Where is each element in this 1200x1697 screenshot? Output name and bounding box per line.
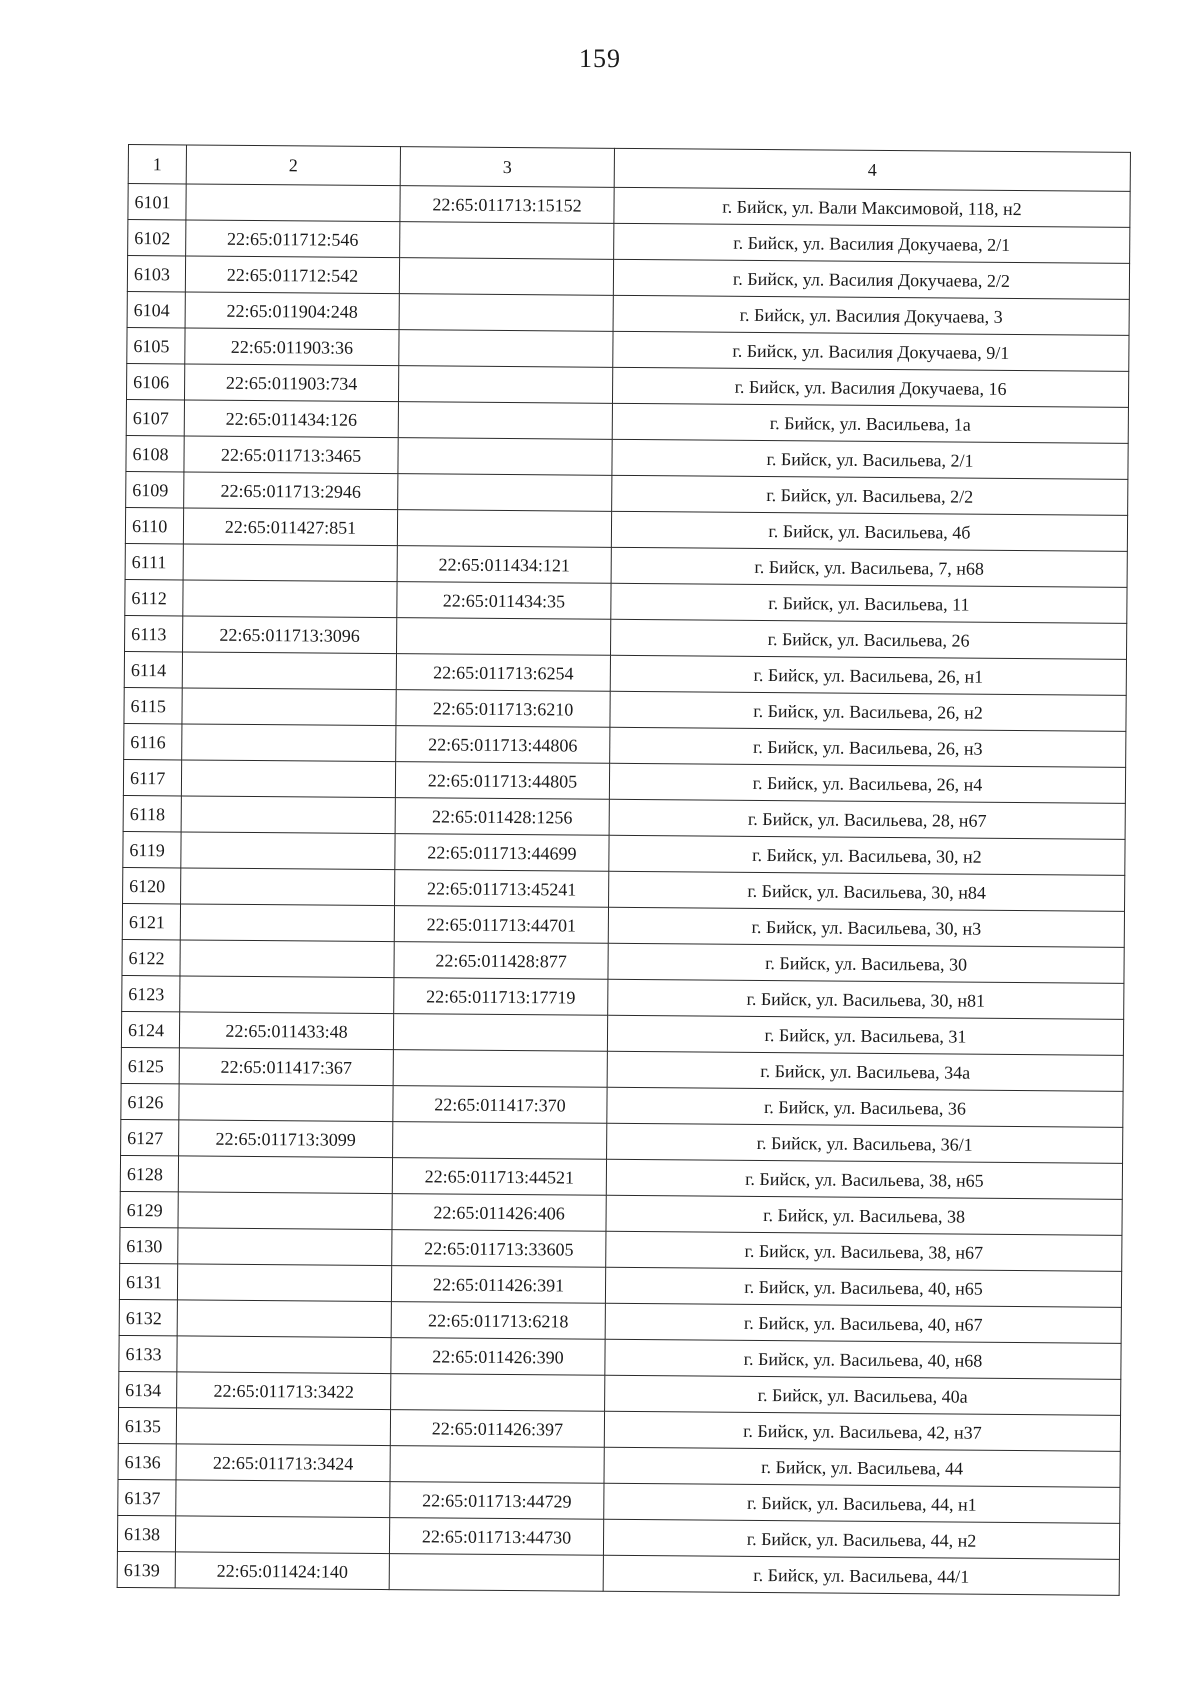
cadastral-number-col2 <box>175 1516 389 1554</box>
address: г. Бийск, ул. Васильева, 38, н65 <box>606 1159 1122 1199</box>
address: г. Бийск, ул. Васильева, 30, н2 <box>609 835 1125 875</box>
address: г. Бийск, ул. Васильева, 26, н2 <box>610 691 1126 731</box>
row-number: 6106 <box>126 363 184 399</box>
address: г. Бийск, ул. Васильева, 7, н68 <box>611 547 1127 587</box>
cadastral-number-col3 <box>400 222 614 260</box>
address: г. Бийск, ул. Василия Докучаева, 2/1 <box>614 223 1130 263</box>
row-number: 6135 <box>118 1407 176 1443</box>
row-number: 6110 <box>125 507 183 543</box>
cadastral-number-col2: 22:65:011427:851 <box>183 508 397 546</box>
address: г. Бийск, ул. Васильева, 26, н1 <box>610 655 1126 695</box>
row-number: 6126 <box>121 1083 179 1119</box>
row-number: 6119 <box>123 831 181 867</box>
address: г. Бийск, ул. Васильева, 30, н3 <box>608 907 1124 947</box>
address: г. Бийск, ул. Васильева, 40а <box>605 1375 1121 1415</box>
cadastral-number-col2: 22:65:011904:248 <box>185 292 399 330</box>
cadastral-number-col3: 22:65:011713:44806 <box>396 726 610 764</box>
table-row <box>117 1551 1119 1595</box>
row-number: 6136 <box>118 1443 176 1479</box>
row-number: 6121 <box>122 903 180 939</box>
row-number: 6112 <box>125 579 183 615</box>
row-number: 6118 <box>123 795 181 831</box>
cadastral-number-col2: 22:65:011713:3096 <box>183 616 397 654</box>
cadastral-number-col2 <box>178 1228 392 1266</box>
row-number: 6130 <box>120 1227 178 1263</box>
address: г. Бийск, ул. Васильева, 26 <box>610 619 1126 659</box>
row-number: 6128 <box>120 1155 178 1191</box>
row-number: 6107 <box>126 399 184 435</box>
header-col-1: 1 <box>128 145 186 184</box>
address: г. Бийск, ул. Васильева, 40, н68 <box>605 1339 1121 1379</box>
cadastral-number-col3: 22:65:011434:35 <box>397 582 611 620</box>
cadastral-number-col3 <box>390 1446 604 1484</box>
cadastral-number-col3: 22:65:011713:44699 <box>395 834 609 872</box>
cadastral-number-col2 <box>177 1300 391 1338</box>
row-number: 6103 <box>127 256 185 292</box>
address: г. Бийск, ул. Васильева, 40, н67 <box>605 1303 1121 1343</box>
row-number: 6133 <box>119 1335 177 1371</box>
cadastral-number-col3 <box>397 618 611 656</box>
cadastral-number-col3: 22:65:011426:391 <box>391 1266 605 1304</box>
cadastral-number-col3 <box>393 1122 607 1160</box>
cadastral-number-col3: 22:65:011713:45241 <box>395 870 609 908</box>
cadastral-number-col3 <box>399 330 613 368</box>
address: г. Бийск, ул. Васильева, 2/2 <box>612 475 1128 515</box>
address: г. Бийск, ул. Васильева, 30, н84 <box>609 871 1125 911</box>
address: г. Бийск, ул. Васильева, 38, н67 <box>606 1231 1122 1271</box>
cadastral-number-col3: 22:65:011426:390 <box>391 1338 605 1376</box>
address: г. Бийск, ул. Васильева, 28, н67 <box>609 799 1125 839</box>
row-number: 6134 <box>119 1371 177 1407</box>
row-number: 6109 <box>126 471 184 507</box>
cadastral-number-col3: 22:65:011428:1256 <box>395 798 609 836</box>
cadastral-number-col2: 22:65:011433:48 <box>179 1012 393 1050</box>
cadastral-number-col3: 22:65:011417:370 <box>393 1086 607 1124</box>
table-container <box>117 144 1130 1596</box>
address: г. Бийск, ул. Василия Докучаева, 16 <box>612 367 1128 407</box>
row-number: 6120 <box>123 867 181 903</box>
row-number: 6137 <box>118 1479 176 1515</box>
address: г. Бийск, ул. Васильева, 40, н65 <box>605 1267 1121 1307</box>
cadastral-number-col3: 22:65:011713:33605 <box>392 1230 606 1268</box>
row-number: 6102 <box>128 220 186 256</box>
row-number: 6123 <box>122 975 180 1011</box>
address: г. Бийск, ул. Васильева, 26, н4 <box>609 763 1125 803</box>
row-number: 6131 <box>119 1263 177 1299</box>
address: г. Бийск, ул. Васильева, 26, н3 <box>610 727 1126 767</box>
table-body <box>117 184 1130 1596</box>
cadastral-number-col2: 22:65:011713:3424 <box>176 1444 390 1482</box>
address: г. Бийск, ул. Васильева, 30, н81 <box>608 979 1124 1019</box>
address: г. Бийск, ул. Васильева, 36/1 <box>607 1123 1123 1163</box>
cadastral-number-col3: 22:65:011713:15152 <box>400 186 614 224</box>
cadastral-number-col2 <box>178 1156 392 1194</box>
address: г. Бийск, ул. Васильева, 34а <box>607 1051 1123 1091</box>
row-number: 6138 <box>117 1515 175 1551</box>
row-number: 6132 <box>119 1299 177 1335</box>
cadastral-number-col3 <box>389 1554 603 1592</box>
row-number: 6125 <box>121 1047 179 1083</box>
row-number: 6105 <box>127 327 185 363</box>
cadastral-number-col3: 22:65:011426:397 <box>390 1410 604 1448</box>
cadastral-number-col2 <box>181 760 395 798</box>
cadastral-number-col2 <box>181 832 395 870</box>
cadastral-number-col2 <box>182 652 396 690</box>
cadastral-number-col3: 22:65:011713:6254 <box>396 654 610 692</box>
cadastral-number-col3 <box>399 294 613 332</box>
cadastral-number-col2: 22:65:011713:3465 <box>184 436 398 474</box>
header-col-2: 2 <box>186 145 400 186</box>
header-col-3: 3 <box>400 147 614 188</box>
cadastral-table <box>117 144 1131 1596</box>
cadastral-number-col3: 22:65:011428:877 <box>394 942 608 980</box>
address: г. Бийск, ул. Василия Докучаева, 2/2 <box>613 259 1129 299</box>
cadastral-number-col2 <box>180 904 394 942</box>
cadastral-number-col3: 22:65:011434:121 <box>397 546 611 584</box>
cadastral-number-col2: 22:65:011434:126 <box>184 400 398 438</box>
cadastral-number-col2: 22:65:011903:734 <box>184 364 398 402</box>
cadastral-number-col3 <box>397 510 611 548</box>
address: г. Бийск, ул. Васильева, 44, н2 <box>603 1519 1119 1559</box>
cadastral-number-col2 <box>180 940 394 978</box>
address: г. Бийск, ул. Васильева, 44, н1 <box>604 1483 1120 1523</box>
address: г. Бийск, ул. Васильева, 44/1 <box>603 1555 1119 1595</box>
cadastral-number-col2: 22:65:011713:2946 <box>184 472 398 510</box>
cadastral-number-col2 <box>182 688 396 726</box>
cadastral-number-col3: 22:65:011713:44805 <box>395 762 609 800</box>
address: г. Бийск, ул. Васильева, 36 <box>607 1087 1123 1127</box>
address: г. Бийск, ул. Васильева, 31 <box>607 1015 1123 1055</box>
address: г. Бийск, ул. Василия Докучаева, 9/1 <box>613 331 1129 371</box>
row-number: 6129 <box>120 1191 178 1227</box>
row-number: 6108 <box>126 435 184 471</box>
cadastral-number-col2 <box>178 1192 392 1230</box>
cadastral-number-col2 <box>176 1480 390 1518</box>
row-number: 6127 <box>121 1119 179 1155</box>
address: г. Бийск, ул. Васильева, 38 <box>606 1195 1122 1235</box>
cadastral-number-col3 <box>398 366 612 404</box>
cadastral-number-col2: 22:65:011712:542 <box>185 256 399 294</box>
address: г. Бийск, ул. Васильева, 2/1 <box>612 439 1128 479</box>
address: г. Бийск, ул. Васильева, 1а <box>612 403 1128 443</box>
cadastral-number-col3 <box>393 1014 607 1052</box>
cadastral-number-col2 <box>181 868 395 906</box>
row-number: 6117 <box>123 759 181 795</box>
address: г. Бийск, ул. Василия Докучаева, 3 <box>613 295 1129 335</box>
cadastral-number-col2 <box>180 976 394 1014</box>
cadastral-number-col3: 22:65:011426:406 <box>392 1194 606 1232</box>
cadastral-number-col3: 22:65:011713:44729 <box>390 1482 604 1520</box>
address: г. Бийск, ул. Вали Максимовой, 118, н2 <box>614 187 1130 227</box>
row-number: 6122 <box>122 939 180 975</box>
row-number: 6101 <box>128 184 186 220</box>
cadastral-number-col3: 22:65:011713:44730 <box>389 1518 603 1556</box>
cadastral-number-col2: 22:65:011903:36 <box>185 328 399 366</box>
cadastral-number-col2: 22:65:011713:3422 <box>177 1372 391 1410</box>
cadastral-number-col2 <box>183 580 397 618</box>
page-number: 159 <box>579 44 621 73</box>
row-number: 6115 <box>124 687 182 723</box>
cadastral-number-col3 <box>398 438 612 476</box>
cadastral-number-col3: 22:65:011713:44521 <box>392 1158 606 1196</box>
cadastral-number-col2 <box>181 796 395 834</box>
cadastral-number-col2 <box>186 184 400 222</box>
cadastral-number-col3 <box>391 1374 605 1412</box>
row-number: 6104 <box>127 291 185 327</box>
cadastral-number-col3 <box>393 1050 607 1088</box>
cadastral-number-col2 <box>179 1084 393 1122</box>
address: г. Бийск, ул. Васильева, 4б <box>611 511 1127 551</box>
row-number: 6116 <box>124 723 182 759</box>
address: г. Бийск, ул. Васильева, 30 <box>608 943 1124 983</box>
cadastral-number-col2 <box>177 1336 391 1374</box>
header-col-4: 4 <box>614 148 1130 191</box>
row-number: 6113 <box>125 615 183 651</box>
cadastral-number-col3: 22:65:011713:6210 <box>396 690 610 728</box>
cadastral-number-col3 <box>398 402 612 440</box>
row-number: 6139 <box>117 1551 175 1587</box>
cadastral-number-col2 <box>182 724 396 762</box>
address: г. Бийск, ул. Васильева, 44 <box>604 1447 1120 1487</box>
cadastral-number-col2: 22:65:011417:367 <box>179 1048 393 1086</box>
cadastral-number-col3: 22:65:011713:17719 <box>394 978 608 1016</box>
cadastral-number-col2: 22:65:011424:140 <box>175 1552 389 1590</box>
cadastral-number-col2: 22:65:011713:3099 <box>179 1120 393 1158</box>
cadastral-number-col2 <box>177 1264 391 1302</box>
row-number: 6124 <box>121 1011 179 1047</box>
address: г. Бийск, ул. Васильева, 42, н37 <box>604 1411 1120 1451</box>
cadastral-number-col3: 22:65:011713:44701 <box>394 906 608 944</box>
row-number: 6111 <box>125 543 183 579</box>
cadastral-number-col2 <box>183 544 397 582</box>
row-number: 6114 <box>124 651 182 687</box>
cadastral-number-col2 <box>176 1408 390 1446</box>
address: г. Бийск, ул. Васильева, 11 <box>611 583 1127 623</box>
cadastral-number-col3 <box>399 258 613 296</box>
cadastral-number-col3 <box>398 474 612 512</box>
cadastral-number-col3: 22:65:011713:6218 <box>391 1302 605 1340</box>
cadastral-number-col2: 22:65:011712:546 <box>186 220 400 258</box>
